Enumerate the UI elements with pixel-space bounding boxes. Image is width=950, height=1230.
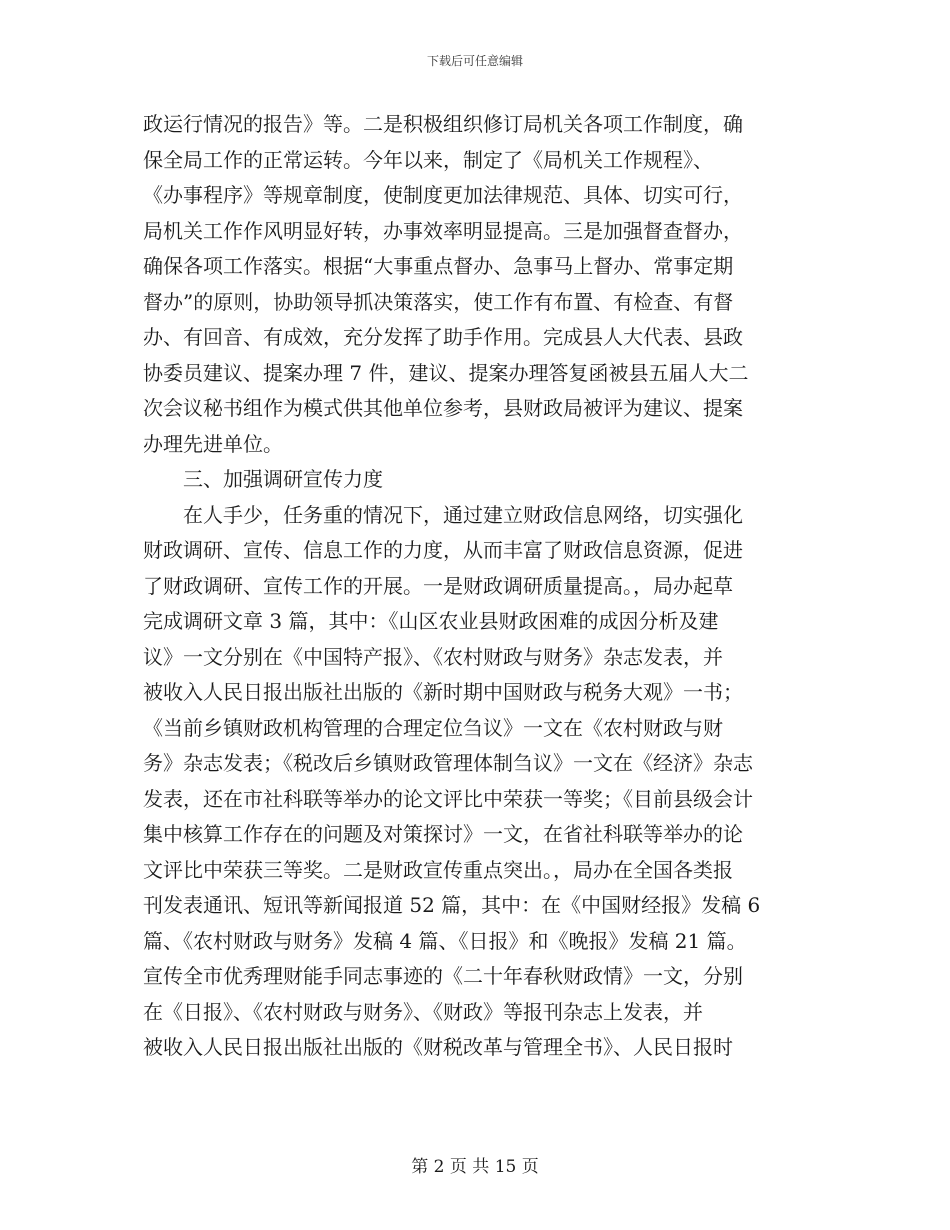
body-line: 在人手少，任务重的情况下，通过建立财政信息网络，切实强化 xyxy=(143,502,743,527)
body-line: 完成调研文章 3 篇，其中：《山区农业县财政困难的成因分析及建 xyxy=(143,609,719,633)
body-line: 保全局工作的正常运转。今年以来，制定了《局机关工作规程》、 xyxy=(143,147,713,172)
body-line: 协委员建议、提案办理 7 件，建议、提案办理答复函被县五届人大二 xyxy=(143,360,749,385)
body-line: 被收入人民日报出版社出版的《新时期中国财政与税务大观》一书； xyxy=(143,680,743,704)
body-line: 被收入人民日报出版社出版的《财税改革与管理全书》、人民日报时 xyxy=(143,1035,733,1059)
body-line: 了财政调研、宣传工作的开展。一是财政调研质量提高。，局办起草 xyxy=(143,573,733,598)
body-line: 《办事程序》等规章制度，使制度更加法律规范、具体、切实可行， xyxy=(143,183,743,207)
body-line: 局机关工作作风明显好转，办事效率明显提高。三是加强督查督办， xyxy=(143,218,743,243)
body-line: 办、有回音、有成效，充分发挥了助手作用。完成县人大代表、县政 xyxy=(143,325,743,349)
body-line: 财政调研、宣传、信息工作的力度，从而丰富了财政信息资源，促进 xyxy=(143,538,743,562)
body-line: 办理先进单位。 xyxy=(143,431,283,456)
page-number: 第 2 页 共 15 页 xyxy=(411,1157,539,1177)
document-body xyxy=(143,107,815,1066)
body-line: 政运行情况的报告》等。二是积极组织修订局机关各项工作制度，确 xyxy=(143,112,743,136)
body-line: 宣传全市优秀理财能手同志事迹的《二十年春秋财政情》一文，分别 xyxy=(143,964,743,988)
body-line: 务》杂志发表；《税改后乡镇财政管理体制刍议》一文在《经济》杂志 xyxy=(143,751,753,775)
body-line: 篇、《农村财政与财务》发稿 4 篇、《日报》和《晚报》发稿 21 篇。 xyxy=(143,928,747,953)
body-line: 文评比中荣获三等奖。二是财政宣传重点突出。，局办在全国各类报 xyxy=(143,857,733,882)
body-line: 发表，还在市社科联等举办的论文评比中荣获一等奖；《目前县级会计 xyxy=(143,786,753,811)
section-heading: 三、加强调研宣传力度 xyxy=(143,467,383,491)
body-line: 《当前乡镇财政机构管理的合理定位刍议》一文在《农村财政与财 xyxy=(143,715,723,740)
body-line: 在《日报》、《农村财政与财务》、《财政》等报刊杂志上发表，并 xyxy=(143,999,703,1024)
body-line: 议》一文分别在《中国特产报》、《农村财政与财务》杂志发表，并 xyxy=(143,644,723,669)
body-line: 次会议秘书组作为模式供其他单位参考，县财政局被评为建议、提案 xyxy=(143,396,743,420)
body-line: 确保各项工作落实。根据“大事重点督办、急事马上督办、常事定期 xyxy=(143,254,734,278)
body-line: 督办”的原则，协助领导抓决策落实，使工作有布置、有检查、有督 xyxy=(143,289,734,314)
body-line: 刊发表通讯、短讯等新闻报道 52 篇，其中：在《中国财经报》发稿 6 xyxy=(143,893,761,917)
body-line: 集中核算工作存在的问题及对策探讨》一文，在省社科联等举办的论 xyxy=(143,822,743,846)
page-header: 下载后可任意编辑 xyxy=(426,54,523,68)
